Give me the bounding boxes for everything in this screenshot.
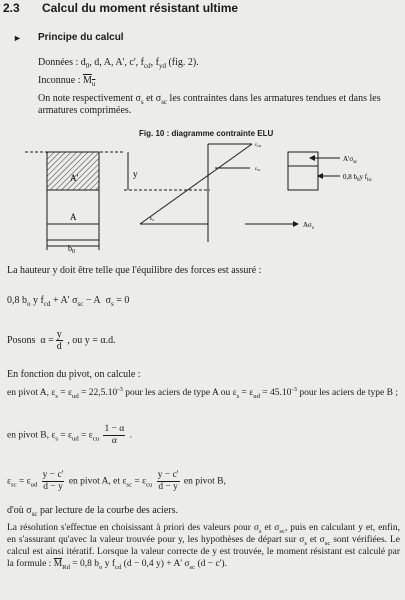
paragraph-resolution: La résolution s'effectue en choisissant à priori des valeurs pour $\sigma_s$ et $\sigma_{sc}$, puis en calculant y et, enfin, en s'assurant qu'avec la valeur trouvée pour y, les hypothèses de départ sur $\sigma_s$ et $\sigma_{sc}$ sont vérifiées. Le calcul est ainsi itératif. Lorsque la valeur correcte de y est trouvée, le moment résistant est calculé par la formule : $\overline{M}_{Rd} = 0,8$ $b_o$ y $f_{cd}$ (d − 0,4 y) + A' $\sigma_{sc}$ (d − c'). — [7, 523, 400, 571]
label-b0: $b_0$ — [68, 244, 75, 253]
label-y: y — [133, 169, 138, 179]
paragraph-pivot: En fonction du pivot, on calcule : — [7, 369, 141, 380]
beam-section — [25, 152, 125, 240]
pivot-b-formula: en pivot B, $\varepsilon_s = \varepsilon_{ud} = \varepsilon_{cu}$ $\frac{1 - \alpha}{\alpha}$ . — [7, 424, 133, 446]
label-force-sc: $A'\sigma_{sc}$ — [343, 155, 358, 165]
eps-sc-end-text: en pivot B, — [183, 476, 226, 487]
donnees-line: Données : $d_0$, d, A, A', c', $f_{cd}$, $f_{yd}$ (fig. 2). — [38, 57, 199, 70]
note-paragraph: On note respectivement $\sigma_s$ et $\sigma_{sc}$ les contraintes dans les armatures tendues et dans les armatures comprimées. — [38, 93, 381, 116]
eps-sc-mid-text: en pivot A, et — [68, 476, 121, 487]
label-eps-s: εs — [150, 216, 155, 222]
inconnue-line — [38, 75, 95, 87]
stress-diagram — [0, 138, 405, 253]
pivot-a-text: en pivot A, $\varepsilon_s = \varepsilon_{ud} = 22,5.10^{-3}$ pour les aciers de type A ou $\varepsilon_s = \varepsilon_{ud} = 45.10^{-3}$ pour les aciers de type B ; — [7, 385, 398, 400]
bullet-icon: ► — [13, 33, 22, 43]
paragraph-equilibrium: La hauteur y doit être telle que l'équilibre des forces est assuré : — [7, 265, 262, 276]
label-eps-cu: $\varepsilon_{cu}$ — [255, 143, 261, 148]
subsection-title: Principe du calcul — [38, 32, 124, 43]
label-force-s: $A\sigma_s$ — [303, 221, 314, 231]
eps-sc-formula: $\varepsilon_{sc} = \varepsilon_{ud}$ $\frac{y - c'}{d - y}$ en pivot A, et $\varepsilon_{sc} = \varepsilon_{cu}$ $\frac{y - c'}{d - y}$ en pivot B, — [7, 470, 226, 492]
label-eps-sc: $\varepsilon_{sc}$ — [255, 167, 261, 172]
inconnue-label: Inconnue : — [38, 75, 81, 86]
paragraph-courbe: d'où $\sigma_{sc}$ par lecture de la courbe des aciers. — [7, 505, 179, 518]
figure-caption: Fig. 10 : diagramme contrainte ELU — [139, 129, 274, 138]
label-force-c: 0,8 $b_0y$ $f_{bc}$ — [343, 173, 372, 183]
equation-equilibrium: 0,8 $b_o$ y $f_{cd} + A'$ $\sigma_{sc} - A$ $\sigma_s = 0$ — [7, 295, 130, 308]
posons-prefix: Posons — [7, 334, 36, 346]
posons-line: Posons α = $\frac{y}{d}$ , ou y = α.d. — [7, 329, 116, 352]
label-a: A — [70, 212, 77, 222]
inconnue-value: $M_u$ — [83, 75, 96, 88]
posons-suffix: , ou y = α.d. — [67, 334, 116, 346]
section-number: 2.3 — [3, 1, 20, 15]
label-a-prime: A' — [70, 173, 79, 183]
strain-diagram — [140, 144, 252, 242]
section-title: Calcul du moment résistant ultime — [42, 1, 239, 15]
